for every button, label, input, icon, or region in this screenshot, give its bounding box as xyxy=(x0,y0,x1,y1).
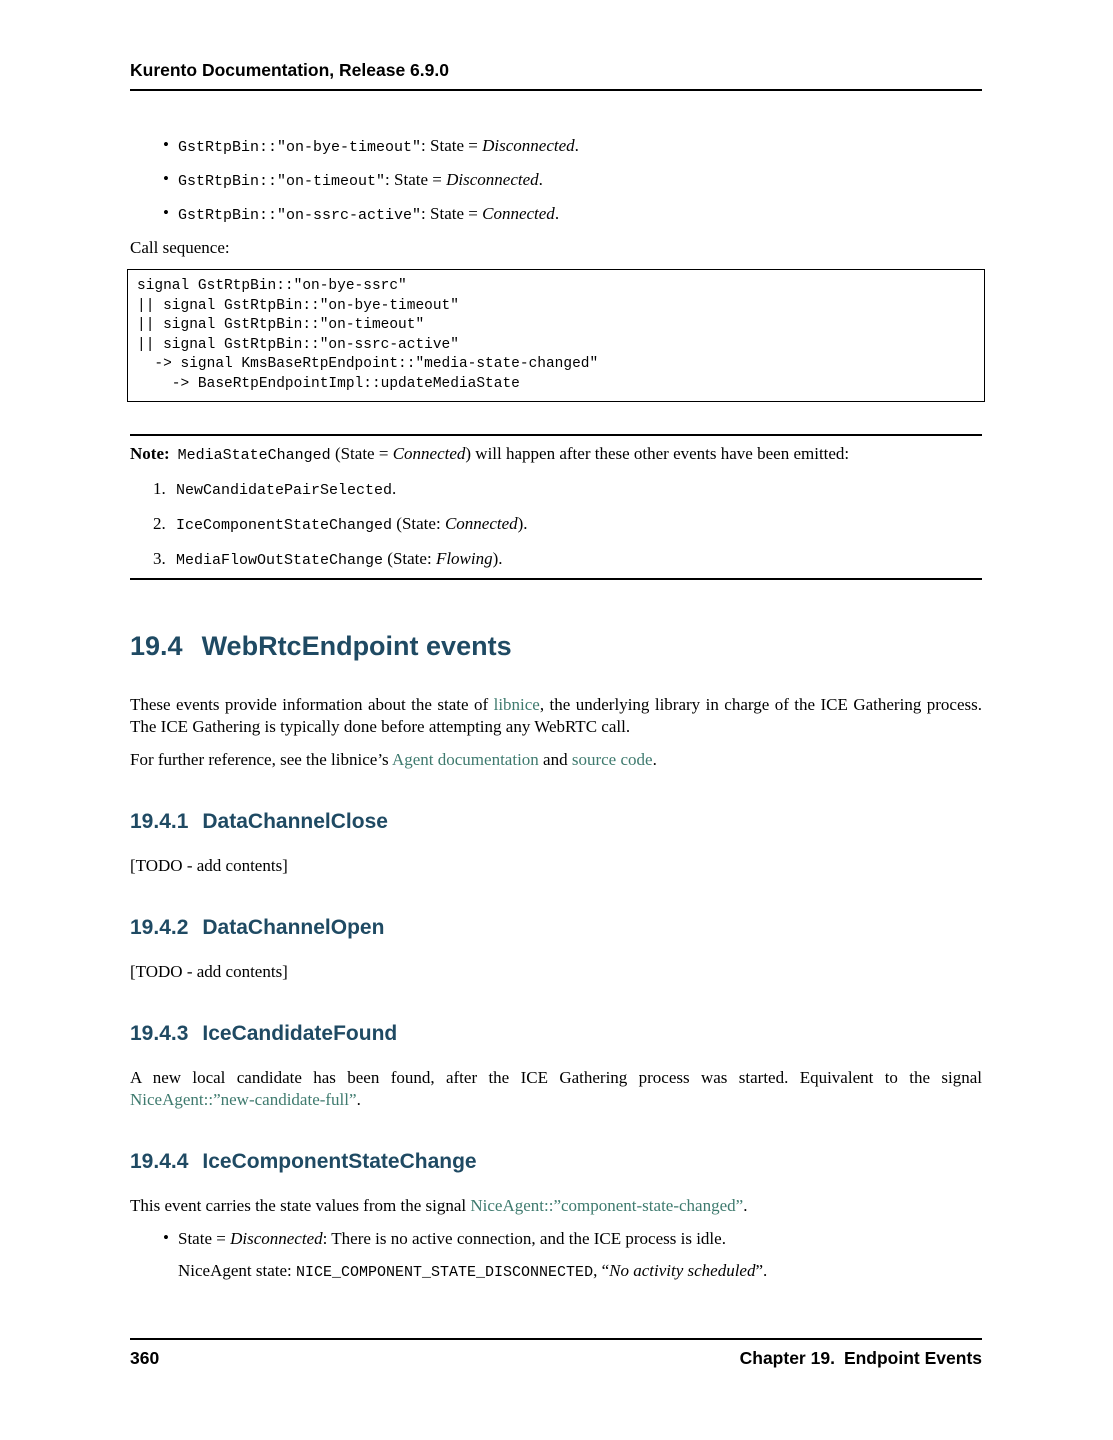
item-number: 1. xyxy=(153,479,166,498)
todo-paragraph: [TODO - add contents] xyxy=(130,856,288,875)
note-item xyxy=(130,513,982,537)
note-text-end: ) will happen after these other events have been emitted: xyxy=(465,444,850,463)
running-header-title: Kurento Documentation, Release 6.9.0 xyxy=(130,60,449,80)
page-number: 360 xyxy=(130,1348,160,1368)
bullet-icon: • xyxy=(163,169,169,188)
subsection-title: DataChannelClose xyxy=(202,810,388,833)
note-item xyxy=(130,478,982,502)
state-value: Flowing xyxy=(435,549,493,568)
subsection-number: 19.4.4 xyxy=(130,1150,189,1173)
subsection-title: DataChannelOpen xyxy=(202,916,385,939)
item-text-end: ). xyxy=(492,549,503,568)
bullet-text-end: . xyxy=(554,204,560,223)
signal-code: GstRtpBin::"on-ssrc-active" xyxy=(178,207,422,224)
paragraph-text: A new local candidate has been found, after the ICE Gathering process was started. Equivalent to the signal xyxy=(130,1068,982,1087)
list-item xyxy=(130,203,982,227)
bullet-text-end: . xyxy=(574,136,579,155)
quoted-state-description: No activity scheduled xyxy=(609,1261,756,1280)
subsection-paragraph xyxy=(130,1195,982,1217)
paragraph-text-end: . xyxy=(652,750,657,769)
state-value: Disconnected xyxy=(230,1229,323,1248)
section-number: 19.4 xyxy=(130,631,183,661)
subsection-title: IceComponentStateChange xyxy=(202,1150,477,1173)
subsection-heading xyxy=(130,809,982,835)
paragraph-text: This event carries the state values from the signal xyxy=(130,1196,471,1215)
line-text: NiceAgent state: xyxy=(178,1261,297,1280)
paragraph-text-mid: and xyxy=(538,750,572,769)
section-paragraph xyxy=(130,694,982,738)
event-code: IceComponentStateChanged xyxy=(176,517,393,534)
source-code-link[interactable]: source code xyxy=(571,750,653,769)
code-line: signal GstRtpBin::"on-bye-ssrc" xyxy=(137,278,407,294)
code-block xyxy=(127,269,985,402)
note-ordered-list xyxy=(130,478,982,572)
code-line: || signal GstRtpBin::"on-timeout" xyxy=(137,317,425,333)
list-item xyxy=(130,135,982,159)
page-footer xyxy=(130,1338,982,1369)
state-value: Disconnected xyxy=(446,170,539,189)
list-item xyxy=(130,1228,982,1250)
bullet-text: : State = xyxy=(421,136,483,155)
paragraph-text: For further reference, see the libnice’s xyxy=(130,750,392,769)
note-label: Note: xyxy=(130,444,170,463)
libnice-link[interactable]: libnice xyxy=(493,695,540,714)
bullet-text: : State = xyxy=(385,170,447,189)
subsection-number: 19.4.3 xyxy=(130,1022,189,1045)
note-item xyxy=(130,548,982,572)
subsection-number: 19.4.1 xyxy=(130,810,189,833)
code-line: || signal GstRtpBin::"on-ssrc-active" xyxy=(137,336,459,353)
event-code: MediaFlowOutStateChange xyxy=(176,552,384,569)
state-value: Connected xyxy=(482,204,555,223)
note-text: (State = xyxy=(330,444,393,463)
event-code: MediaStateChanged xyxy=(177,447,331,464)
paragraph-text: These events provide information about the state of xyxy=(130,695,494,714)
nice-agent-new-candidate-link[interactable]: NiceAgent::”new-candidate-full” xyxy=(130,1090,357,1109)
paragraph-text-end: . xyxy=(743,1196,748,1215)
code-line: -> BaseRtpEndpointImpl::updateMediaState xyxy=(137,375,520,392)
section-title: WebRtcEndpoint events xyxy=(201,631,512,661)
signal-code: GstRtpBin::"on-timeout" xyxy=(178,173,386,190)
code-line: || signal GstRtpBin::"on-bye-timeout" xyxy=(137,297,459,314)
todo-paragraph: [TODO - add contents] xyxy=(130,962,288,981)
list-item xyxy=(130,169,982,193)
event-code: NewCandidatePairSelected xyxy=(176,482,393,499)
reference-paragraph xyxy=(130,749,982,771)
state-value: Connected xyxy=(392,444,466,463)
state-value: Connected xyxy=(444,514,518,533)
chapter-reference xyxy=(740,1348,982,1369)
subsection-paragraph xyxy=(130,1067,982,1111)
state-constant-code: NICE_COMPONENT_STATE_DISCONNECTED xyxy=(296,1264,594,1281)
subsection-heading xyxy=(130,915,982,941)
paragraph-text-end: , the underlying library in charge of the ICE Gathering process. The ICE Gathering is typically done before attempting any WebRTC call. xyxy=(130,695,982,736)
nice-agent-state-line xyxy=(130,1260,982,1284)
bullet-icon: • xyxy=(163,203,169,222)
bullet-text: : State = xyxy=(421,204,483,223)
call-sequence-label: Call sequence: xyxy=(130,238,230,257)
subsection-heading xyxy=(130,1149,982,1175)
subsection-title: IceCandidateFound xyxy=(202,1022,398,1045)
line-text-mid: , “ xyxy=(593,1261,610,1280)
state-bullet-list xyxy=(130,1228,982,1250)
line-text-end: ”. xyxy=(755,1261,768,1280)
subsection-number: 19.4.2 xyxy=(130,916,189,939)
state-value: Disconnected xyxy=(482,136,575,155)
bullet-text: State = xyxy=(178,1229,231,1248)
running-header xyxy=(130,60,982,91)
code-line: -> signal KmsBaseRtpEndpoint::"media-state-changed" xyxy=(137,356,599,372)
note-intro xyxy=(130,443,982,467)
item-number: 3. xyxy=(153,549,166,568)
agent-documentation-link[interactable]: Agent documentation xyxy=(391,750,539,769)
page-content xyxy=(130,0,982,1284)
subsection-heading xyxy=(130,1021,982,1047)
signal-code: GstRtpBin::"on-bye-timeout" xyxy=(178,139,422,156)
chapter-label: Chapter 19. xyxy=(739,1348,835,1368)
section-heading xyxy=(130,630,982,662)
bullet-icon: • xyxy=(163,1228,169,1247)
item-number: 2. xyxy=(153,514,166,533)
item-text-end: ). xyxy=(517,514,528,533)
item-text: (State: xyxy=(383,549,436,568)
note-box xyxy=(130,434,982,580)
chapter-title: Endpoint Events xyxy=(843,1348,982,1368)
item-text: (State: xyxy=(392,514,445,533)
paragraph-text-end: . xyxy=(356,1090,361,1109)
bullet-text-end: : There is no active connection, and the ICE process is idle. xyxy=(322,1229,726,1248)
bullet-icon: • xyxy=(163,135,169,154)
event-bullet-list xyxy=(130,135,982,227)
bullet-text-end: . xyxy=(538,170,543,189)
nice-agent-component-state-link[interactable]: NiceAgent::”component-state-changed” xyxy=(470,1196,744,1215)
item-text-end: . xyxy=(392,479,397,498)
